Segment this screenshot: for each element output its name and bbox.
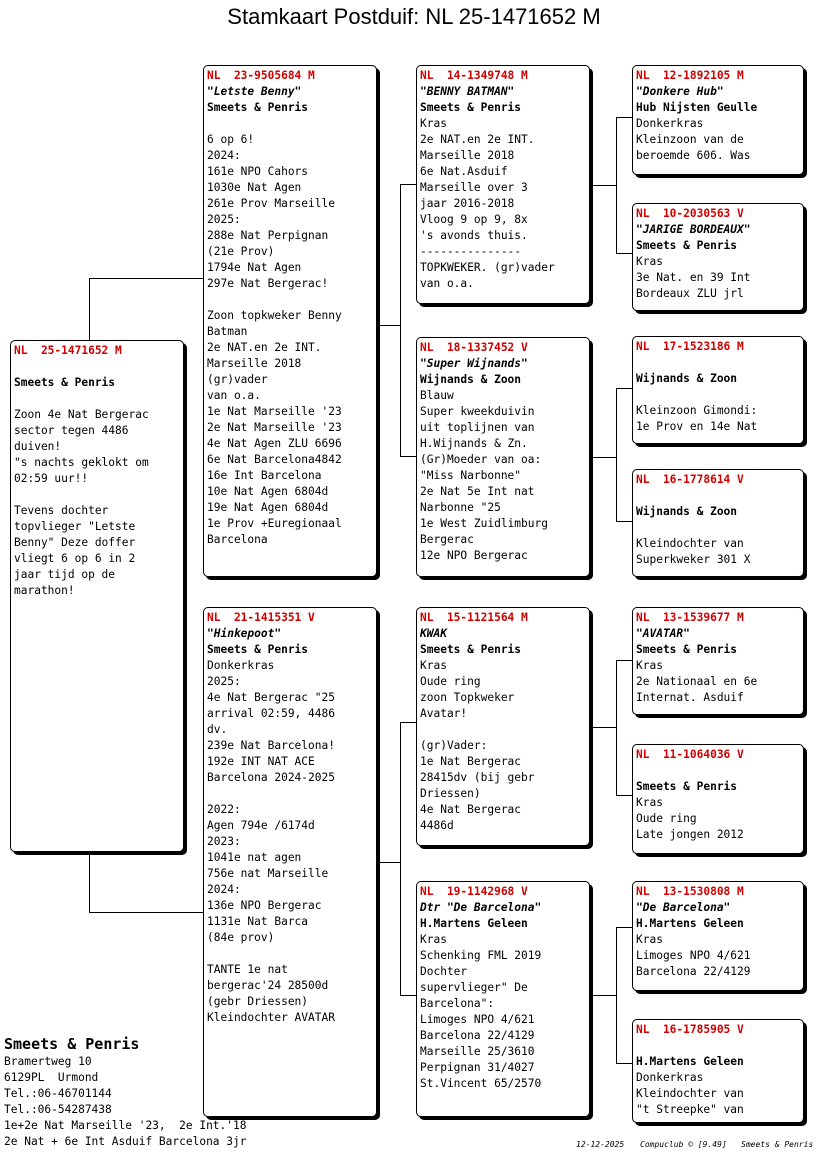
note-line: (gr)Vader:: [420, 739, 488, 752]
pigeon-name: [636, 1038, 800, 1054]
note-line: 2e NAT.en 2e INT.: [207, 341, 322, 354]
pigeon-name: "Hinkepoot": [207, 627, 282, 640]
pigeon-card-great-grandparent: [632, 65, 804, 175]
pigeon-owner: Wijnands & Zoon: [420, 373, 522, 386]
note-line: Bordeaux ZLU jrl: [636, 287, 744, 300]
note-line: 1e Nat Marseille '23: [207, 405, 342, 418]
ring-number: NL 13-1530808 M: [636, 885, 744, 898]
pigeon-owner: Smeets & Penris: [636, 239, 738, 252]
note-line: 2e Nationaal en 6e: [636, 675, 758, 688]
pigeon-notes: [420, 388, 586, 564]
ring-number: NL 12-1892105 M: [636, 69, 744, 82]
note-line: Donkerkras: [636, 117, 704, 130]
connector-line: [616, 1063, 632, 1064]
note-line: 1794e Nat Agen: [207, 261, 302, 274]
note-line: jaar 2016-2018: [420, 197, 515, 210]
pigeon-owner: H.Martens Geleen: [636, 1055, 744, 1068]
note-line: [420, 722, 586, 738]
note-line: (gebr Driessen): [207, 995, 309, 1008]
connector-line: [377, 325, 401, 326]
note-line: 28415dv (bij gebr: [420, 771, 535, 784]
note-line: 's avonds thuis.: [420, 229, 528, 242]
pigeon-notes: [420, 932, 586, 1092]
note-line: sector tegen 4486: [14, 424, 129, 437]
pigeon-notes: [636, 387, 800, 435]
pigeon-notes: [636, 658, 800, 706]
breeder-name: Smeets & Penris: [4, 1035, 140, 1053]
note-line: [207, 946, 373, 962]
note-line: 2023:: [207, 835, 241, 848]
breeder-line: Tel.:06-54287438: [4, 1103, 112, 1116]
note-line: 1e West Zuidlimburg: [420, 517, 548, 530]
connector-line: [400, 995, 416, 996]
note-line: 136e NPO Bergerac: [207, 899, 322, 912]
note-line: (Gr)Moeder van oa:: [420, 453, 542, 466]
note-line: [14, 391, 180, 407]
pigeon-name: "AVATAR": [636, 627, 690, 640]
pigeon-notes: [636, 116, 800, 164]
pigeon-card-great-grandparent: [632, 1019, 804, 1123]
pigeon-notes: [14, 391, 180, 599]
connector-line: [590, 185, 617, 186]
note-line: Marseille 25/3610: [420, 1045, 535, 1058]
pigeon-name: Dtr "De Barcelona": [420, 901, 542, 914]
note-line: Kras: [420, 659, 447, 672]
print-date: 12-12-2025: [576, 1140, 625, 1149]
note-line: 192e INT NAT ACE: [207, 755, 315, 768]
note-line: van o.a.: [420, 277, 474, 290]
note-line: 1e Nat Bergerac: [420, 755, 522, 768]
pigeon-card-grandfather-paternal: [416, 65, 590, 304]
pigeon-owner: Wijnands & Zoon: [636, 372, 738, 385]
pigeon-card-grandmother-paternal: [416, 337, 590, 577]
pigeon-name: KWAK: [420, 627, 447, 640]
note-line: beroemde 606. Was: [636, 149, 751, 162]
pigeon-card-grandfather-maternal: [416, 607, 590, 846]
pigeon-notes: [207, 658, 373, 1026]
note-line: "t Streepke" van: [636, 1103, 744, 1116]
pigeon-card-father: [203, 65, 377, 577]
pigeon-name: "Letste Benny": [207, 85, 302, 98]
ring-number: NL 15-1121564 M: [420, 611, 528, 624]
note-line: arrival 02:59, 4486: [207, 707, 335, 720]
note-line: Kleindochter AVATAR: [207, 1011, 335, 1024]
note-line: 02:59 uur!!: [14, 472, 89, 485]
note-line: Limoges NPO 4/621: [420, 1013, 535, 1026]
connector-line: [590, 727, 617, 728]
note-line: 4486d: [420, 819, 454, 832]
note-line: Kleindochter van: [636, 537, 744, 550]
note-line: (gr)vader: [207, 373, 268, 386]
note-line: 10e Nat Agen 6804d: [207, 485, 329, 498]
note-line: Avatar!: [420, 707, 468, 720]
note-line: TOPKWEKER. (gr)vader: [420, 261, 555, 274]
page-title: Stamkaart Postduif: NL 25-1471652 M: [227, 4, 601, 29]
note-line: Kras: [636, 933, 663, 946]
connector-line: [616, 927, 632, 928]
note-line: Kras: [420, 933, 447, 946]
note-line: 756e nat Marseille: [207, 867, 329, 880]
pigeon-card-great-grandparent: [632, 881, 804, 991]
note-line: 6e Nat Barcelona4842: [207, 453, 342, 466]
note-line: Narbonne "25: [420, 501, 501, 514]
note-line: 288e Nat Perpignan: [207, 229, 329, 242]
note-line: van o.a.: [207, 389, 261, 402]
pigeon-owner: Smeets & Penris: [207, 101, 309, 114]
note-line: 6 op 6!: [207, 133, 255, 146]
ring-number: NL 11-1064036 V: [636, 748, 744, 761]
note-line: 2024:: [207, 883, 241, 896]
note-line: Kras: [636, 659, 663, 672]
pigeon-owner: H.Martens Geleen: [420, 917, 528, 930]
note-line: Blauw: [420, 389, 454, 402]
pigeon-notes: [636, 520, 800, 568]
note-line: Donkerkras: [636, 1071, 704, 1084]
note-line: 16e Int Barcelona: [207, 469, 322, 482]
connector-line: [616, 388, 617, 522]
note-line: 2e NAT.en 2e INT.: [420, 133, 535, 146]
ring-number: NL 13-1539677 M: [636, 611, 744, 624]
breeder-line: 6129PL Urmond: [4, 1071, 99, 1084]
note-line: 19e Nat Agen 6804d: [207, 501, 329, 514]
connector-line: [616, 660, 632, 661]
note-line: duiven!: [14, 440, 62, 453]
breeder-info: [4, 1034, 246, 1150]
pigeon-notes: [636, 254, 800, 302]
note-line: "s nachts geklokt om: [14, 456, 149, 469]
ring-number: NL 10-2030563 V: [636, 207, 744, 220]
note-line: Zoon topkweker Benny: [207, 309, 342, 322]
connector-line: [616, 660, 617, 796]
connector-line: [616, 117, 617, 254]
pigeon-notes: [636, 1070, 800, 1118]
note-line: 239e Nat Barcelona!: [207, 739, 335, 752]
note-line: Kleinzoon Gimondi:: [636, 404, 758, 417]
pigeon-name: [636, 488, 800, 504]
note-line: 1131e Nat Barca: [207, 915, 309, 928]
note-line: Superkweker 301 X: [636, 553, 751, 566]
note-line: Bergerac: [420, 533, 474, 546]
note-line: jaar tijd op de: [14, 568, 116, 581]
connector-line: [616, 117, 632, 118]
note-line: marathon!: [14, 584, 75, 597]
note-line: Oude ring: [636, 812, 697, 825]
pigeon-notes: [636, 795, 800, 843]
pigeon-card-subject: [10, 340, 184, 852]
connector-line: [400, 456, 416, 457]
connector-line: [400, 184, 416, 185]
note-line: 161e NPO Cahors: [207, 165, 309, 178]
note-line: 4e Nat Bergerac: [420, 803, 522, 816]
pigeon-owner: Smeets & Penris: [14, 376, 116, 389]
note-line: [207, 786, 373, 802]
note-line: Zoon 4e Nat Bergerac: [14, 408, 149, 421]
connector-line: [616, 795, 632, 796]
connector-line: [590, 457, 617, 458]
note-line: Benny" Deze doffer: [14, 536, 136, 549]
note-line: "Miss Narbonne": [420, 469, 522, 482]
note-line: Late jongen 2012: [636, 828, 744, 841]
note-line: 12e NPO Bergerac: [420, 549, 528, 562]
note-line: 1e Prov +Euregionaal: [207, 517, 342, 530]
note-line: Tevens dochter: [14, 504, 109, 517]
breeder-line: Bramertweg 10: [4, 1055, 92, 1068]
pigeon-name: "Super Wijnands": [420, 357, 528, 370]
note-line: Barcelona 2024-2025: [207, 771, 335, 784]
breeder-line: 1e+2e Nat Marseille '23, 2e Int.'18: [4, 1119, 247, 1132]
note-line: 2e Nat Marseille '23: [207, 421, 342, 434]
connector-line: [400, 184, 401, 457]
ring-number: NL 14-1349748 M: [420, 69, 528, 82]
note-line: H.Wijnands & Zn.: [420, 437, 528, 450]
note-line: 1041e nat agen: [207, 851, 302, 864]
note-line: 6e Nat.Asduif: [420, 165, 508, 178]
breeder-line: 2e Nat + 6e Int Asduif Barcelona 3jr: [4, 1135, 247, 1148]
connector-line: [590, 995, 617, 996]
note-line: Kras: [420, 117, 447, 130]
note-line: bergerac'24 28500d: [207, 979, 329, 992]
note-line: St.Vincent 65/2570: [420, 1077, 542, 1090]
pigeon-name: "BENNY BATMAN": [420, 85, 515, 98]
note-line: Perpignan 31/4027: [420, 1061, 535, 1074]
pigeon-card-grandmother-maternal: [416, 881, 590, 1117]
ring-number: NL 21-1415351 V: [207, 611, 315, 624]
note-line: [207, 292, 373, 308]
ring-number: NL 25-1471652 M: [14, 344, 122, 357]
ring-number: NL 19-1142968 V: [420, 885, 528, 898]
ring-number: NL 16-1785905 V: [636, 1023, 744, 1036]
pigeon-owner: Wijnands & Zoon: [636, 505, 738, 518]
pigeon-owner: Smeets & Penris: [636, 643, 738, 656]
note-line: supervlieger" De: [420, 981, 528, 994]
note-line: Barcelona":: [420, 997, 495, 1010]
connector-line: [616, 388, 632, 389]
pigeon-owner: Hub Nijsten Geulle: [636, 101, 758, 114]
pigeon-owner: H.Martens Geleen: [636, 917, 744, 930]
pigeon-name: "Donkere Hub": [636, 85, 724, 98]
connector-line: [616, 521, 632, 522]
note-line: 2024:: [207, 149, 241, 162]
note-line: Schenking FML 2019: [420, 949, 542, 962]
pigeon-notes: [420, 658, 586, 834]
connector-line: [616, 253, 632, 254]
ring-number: NL 17-1523186 M: [636, 340, 744, 353]
note-line: Barcelona: [207, 533, 268, 546]
note-line: 297e Nat Bergerac!: [207, 277, 329, 290]
note-line: 2e Nat 5e Int nat: [420, 485, 535, 498]
connector-line: [89, 278, 90, 340]
note-line: Marseille over 3: [420, 181, 528, 194]
pigeon-name: [636, 355, 800, 371]
note-line: topvlieger "Letste: [14, 520, 136, 533]
note-line: [636, 387, 800, 403]
connector-line: [89, 912, 204, 913]
pigeon-owner: Smeets & Penris: [420, 643, 522, 656]
note-line: Kras: [636, 255, 663, 268]
connector-line: [400, 722, 401, 996]
note-line: Kras: [636, 796, 663, 809]
note-line: 1e Prov en 14e Nat: [636, 420, 758, 433]
pigeon-card-great-grandparent: [632, 203, 804, 311]
connector-line: [616, 927, 617, 1064]
pigeon-name: "De Barcelona": [636, 901, 731, 914]
note-line: 2025:: [207, 213, 241, 226]
note-line: 2022:: [207, 803, 241, 816]
pigeon-notes: [420, 116, 586, 292]
software-credit: Compuclub © [9.49]: [640, 1140, 727, 1149]
note-line: Marseille 2018: [420, 149, 515, 162]
note-line: vliegt 6 op 6 in 2: [14, 552, 136, 565]
note-line: Barcelona 22/4129: [420, 1029, 535, 1042]
note-line: uit toplijnen van: [420, 421, 535, 434]
pigeon-notes: [636, 932, 800, 980]
note-line: Vloog 9 op 9, 8x: [420, 213, 528, 226]
pigeon-owner: Smeets & Penris: [207, 643, 309, 656]
note-line: 3e Nat. en 39 Int: [636, 271, 751, 284]
pigeon-name: "JARIGE BORDEAUX": [636, 223, 751, 236]
pigeon-card-great-grandparent: [632, 469, 804, 577]
connector-line: [89, 852, 90, 912]
pigeon-card-great-grandparent: [632, 607, 804, 715]
note-line: 4e Nat Bergerac "25: [207, 691, 335, 704]
pigeon-owner: Smeets & Penris: [636, 780, 738, 793]
note-line: [14, 487, 180, 503]
connector-line: [377, 862, 401, 863]
connector-line: [89, 278, 204, 279]
note-line: Donkerkras: [207, 659, 275, 672]
note-line: Driessen): [420, 787, 481, 800]
note-line: Internat. Asduif: [636, 691, 744, 704]
note-line: [636, 520, 800, 536]
note-line: (84e prov): [207, 931, 275, 944]
note-line: Dochter: [420, 965, 468, 978]
note-line: Kleindochter van: [636, 1087, 744, 1100]
pigeon-name: [636, 763, 800, 779]
note-line: Marseille 2018: [207, 357, 302, 370]
pigeon-card-great-grandparent: [632, 336, 804, 444]
note-line: Batman: [207, 325, 248, 338]
note-line: 4e Nat Agen ZLU 6696: [207, 437, 342, 450]
pigeon-notes: [207, 116, 373, 548]
note-line: zoon Topkweker: [420, 691, 515, 704]
note-line: 2025:: [207, 675, 241, 688]
note-line: dv.: [207, 723, 228, 736]
note-line: [207, 116, 373, 132]
note-line: Super kweekduivin: [420, 405, 535, 418]
connector-line: [400, 722, 416, 723]
breeder-line: Tel.:06-46701144: [4, 1087, 112, 1100]
pigeon-card-great-grandparent: [632, 744, 804, 854]
note-line: 261e Prov Marseille: [207, 197, 335, 210]
stamp-owner: Smeets & Penris: [741, 1140, 814, 1149]
note-line: Kleinzoon van de: [636, 133, 744, 146]
ring-number: NL 23-9505684 M: [207, 69, 315, 82]
ring-number: NL 16-1778614 V: [636, 473, 744, 486]
note-line: TANTE 1e nat: [207, 963, 288, 976]
pigeon-owner: Smeets & Penris: [420, 101, 522, 114]
note-line: Agen 794e /6174d: [207, 819, 315, 832]
note-line: (21e Prov): [207, 245, 275, 258]
note-line: 1030e Nat Agen: [207, 181, 302, 194]
note-line: Barcelona 22/4129: [636, 965, 751, 978]
ring-number: NL 18-1337452 V: [420, 341, 528, 354]
note-line: Limoges NPO 4/621: [636, 949, 751, 962]
pigeon-name: [14, 359, 180, 375]
note-line: ---------------: [420, 245, 522, 258]
note-line: Oude ring: [420, 675, 481, 688]
